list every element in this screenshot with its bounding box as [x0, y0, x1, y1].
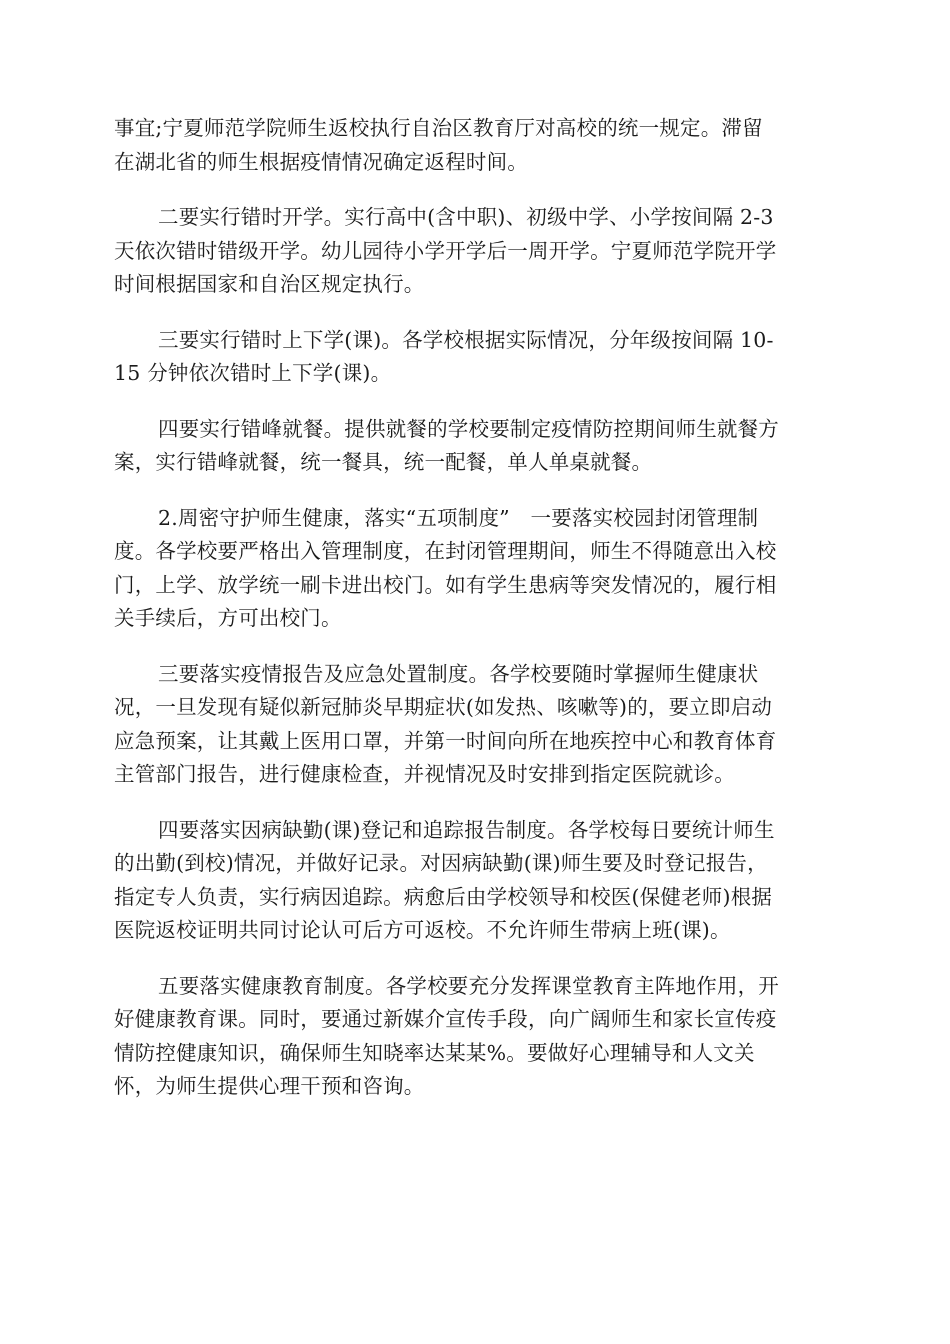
- text-line: 2.周密守护师生健康，落实“五项制度” 一要落实校园封闭管理制: [158, 505, 759, 530]
- text-line: 15 分钟依次错时上下学(课)。: [114, 361, 392, 385]
- text-line: 情防控健康知识，确保师生知晓率达某某%。要做好心理辅导和人文关: [114, 1040, 755, 1065]
- text-line: 天依次错时错级开学。幼儿园待小学开学后一周开学。宁夏师范学院开学: [114, 238, 777, 263]
- text-line: 关手续后，方可出校门。: [114, 606, 342, 630]
- paragraph-epidemic-reporting: [114, 658, 834, 792]
- text-line: 度。各学校要严格出入管理制度，在封闭管理期间，师生不得随意出入校: [114, 539, 777, 563]
- text-line: 指定专人负责，实行病因追踪。病愈后由学校领导和校医(保健老师)根据: [114, 884, 773, 909]
- text-line: 三要落实疫情报告及应急处置制度。各学校要随时掌握师生健康状: [158, 661, 759, 686]
- text-line: 况，一旦发现有疑似新冠肺炎早期症状(如发热、咳嗽等)的，要立即启动: [114, 695, 773, 719]
- paragraph-health-education: [114, 970, 834, 1104]
- text-line: 案，实行错峰就餐，统一餐具，统一配餐，单人单桌就餐。: [114, 450, 653, 474]
- text-line: 应急预案，让其戴上医用口罩，并第一时间向所在地疾控中心和教育体育: [114, 728, 777, 753]
- text-line: 三要实行错时上下学(课)。各学校根据实际情况，分年级按间隔 10-: [158, 327, 774, 352]
- text-line: 二要实行错时开学。实行高中(含中职)、初级中学、小学按间隔 2-3: [158, 205, 774, 229]
- text-line: 医院返校证明共同讨论认可后方可返校。不允许师生带病上班(课)。: [114, 918, 731, 942]
- text-line: 四要实行错峰就餐。提供就餐的学校要制定疫情防控期间师生就餐方: [158, 416, 779, 441]
- text-line: 五要落实健康教育制度。各学校要充分发挥课堂教育主阵地作用，开: [158, 973, 779, 998]
- text-line: 怀，为师生提供心理干预和咨询。: [114, 1074, 425, 1098]
- text-line: 门，上学、放学统一刷卡进出校门。如有学生患病等突发情况的，履行相: [114, 572, 777, 597]
- paragraph-continuation: [114, 112, 834, 179]
- paragraph-five-systems: [114, 502, 834, 636]
- text-line: 好健康教育课。同时，要通过新媒介宣传手段，向广阔师生和家长宣传疫: [114, 1007, 777, 1031]
- text-line: 在湖北省的师生根据疫情情况确定返程时间。: [114, 149, 528, 174]
- text-line: 事宜;宁夏师范学院师生返校执行自治区教育厅对高校的统一规定。滞留: [114, 116, 763, 140]
- paragraph-staggered-schedule: [114, 324, 834, 391]
- text-line: 四要落实因病缺勤(课)登记和追踪报告制度。各学校每日要统计师生: [158, 817, 775, 842]
- text-line: 的出勤(到校)情况，并做好记录。对因病缺勤(课)师生要及时登记报告，: [114, 851, 768, 875]
- paragraph-absence-tracking: [114, 814, 834, 948]
- document-body: [114, 112, 834, 1126]
- paragraph-staggered-opening: [114, 201, 834, 302]
- paragraph-staggered-dining: [114, 413, 834, 480]
- text-line: 时间根据国家和自治区规定执行。: [114, 272, 425, 296]
- text-line: 主管部门报告，进行健康检查，并视情况及时安排到指定医院就诊。: [114, 762, 735, 786]
